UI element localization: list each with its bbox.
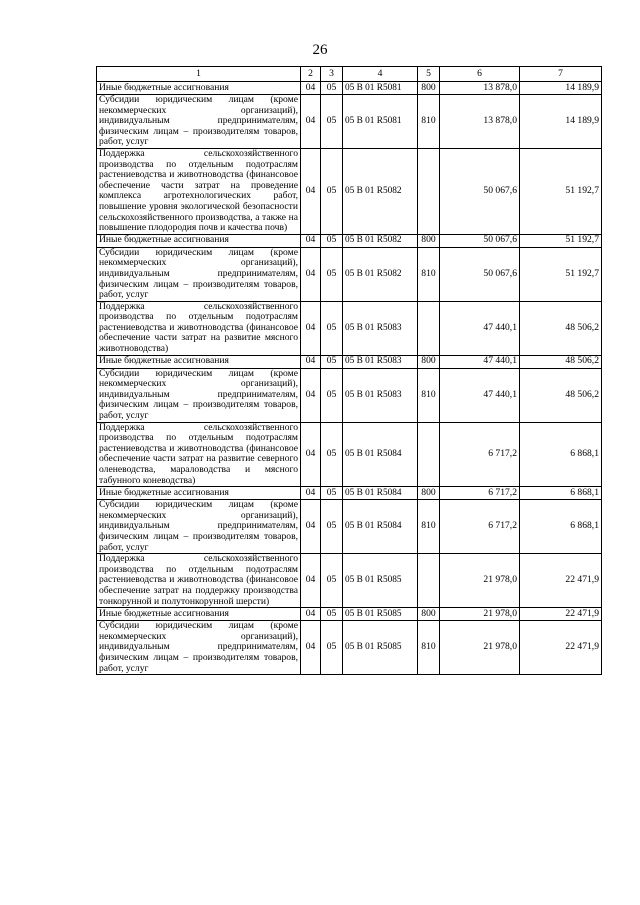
amount-year-1: 50 067,6 [440, 234, 520, 247]
target-article-code: 05 В 01 R5084 [343, 487, 418, 500]
target-article-code: 05 В 01 R5083 [343, 368, 418, 422]
column-header-2: 2 [301, 67, 321, 82]
amount-year-2: 22 471,9 [520, 621, 602, 675]
row-name: Поддержка сельскохозяйственного производства по отдельным подотраслям растениеводства и животноводства (финансовое обеспечение части затрат на развитие северного оленеводства, мараловодства и мясного табунного коневодства) [97, 422, 301, 487]
amount-year-1: 21 978,0 [440, 554, 520, 608]
amount-year-2: 48 506,2 [520, 355, 602, 368]
expense-type-code: 810 [418, 500, 440, 554]
target-article-code: 05 В 01 R5081 [343, 82, 418, 95]
amount-year-1: 47 440,1 [440, 301, 520, 355]
amount-year-1: 47 440,1 [440, 368, 520, 422]
amount-year-2: 48 506,2 [520, 368, 602, 422]
expense-type-code: 800 [418, 487, 440, 500]
expense-type-code: 810 [418, 95, 440, 149]
row-name: Субсидии юридическим лицам (кроме некоммерческих организаций), индивидуальным предпринимателям, физическим лицам – производителям товаров, работ, услуг [97, 247, 301, 301]
expense-type-code: 800 [418, 355, 440, 368]
amount-year-2: 14 189,9 [520, 82, 602, 95]
row-name: Иные бюджетные ассигнования [97, 82, 301, 95]
table-row [97, 368, 602, 422]
row-name: Субсидии юридическим лицам (кроме некоммерческих организаций), индивидуальным предпринимателям, физическим лицам – производителям товаров, работ, услуг [97, 95, 301, 149]
column-header-7: 7 [520, 67, 602, 82]
amount-year-1: 13 878,0 [440, 95, 520, 149]
amount-year-1: 50 067,6 [440, 247, 520, 301]
subsection-code: 05 [321, 608, 343, 621]
row-name: Поддержка сельскохозяйственного производства по отдельным подотраслям растениеводства и животноводства (финансовое обеспечение затрат на поддержку производства тонкорунной и полутонкорунной шерсти) [97, 554, 301, 608]
subsection-code: 05 [321, 355, 343, 368]
table-row [97, 608, 602, 621]
table-row [97, 422, 602, 487]
amount-year-1: 21 978,0 [440, 621, 520, 675]
column-header-4: 4 [343, 67, 418, 82]
expense-type-code [418, 422, 440, 487]
row-name: Субсидии юридическим лицам (кроме некоммерческих организаций), индивидуальным предпринимателям, физическим лицам – производителям товаров, работ, услуг [97, 368, 301, 422]
section-code: 04 [301, 82, 321, 95]
target-article-code: 05 В 01 R5082 [343, 247, 418, 301]
subsection-code: 05 [321, 95, 343, 149]
subsection-code: 05 [321, 487, 343, 500]
amount-year-2: 48 506,2 [520, 301, 602, 355]
amount-year-1: 47 440,1 [440, 355, 520, 368]
row-name: Субсидии юридическим лицам (кроме некоммерческих организаций), индивидуальным предпринимателям, физическим лицам – производителям товаров, работ, услуг [97, 500, 301, 554]
subsection-code: 05 [321, 234, 343, 247]
budget-table [96, 66, 602, 675]
section-code: 04 [301, 247, 321, 301]
section-code: 04 [301, 368, 321, 422]
table-row [97, 355, 602, 368]
row-name: Поддержка сельскохозяйственного производства по отдельным подотраслям растениеводства и животноводства (финансовое обеспечение части затрат на развитие мясного животноводства) [97, 301, 301, 355]
amount-year-1: 21 978,0 [440, 608, 520, 621]
subsection-code: 05 [321, 82, 343, 95]
table-row [97, 301, 602, 355]
section-code: 04 [301, 95, 321, 149]
section-code: 04 [301, 148, 321, 234]
column-header-3: 3 [321, 67, 343, 82]
amount-year-2: 6 868,1 [520, 422, 602, 487]
amount-year-2: 22 471,9 [520, 608, 602, 621]
amount-year-1: 6 717,2 [440, 500, 520, 554]
subsection-code: 05 [321, 422, 343, 487]
target-article-code: 05 В 01 R5084 [343, 422, 418, 487]
target-article-code: 05 В 01 R5082 [343, 234, 418, 247]
table-row [97, 554, 602, 608]
section-code: 04 [301, 487, 321, 500]
section-code: 04 [301, 422, 321, 487]
column-header-6: 6 [440, 67, 520, 82]
column-header-5: 5 [418, 67, 440, 82]
expense-type-code: 810 [418, 247, 440, 301]
table-row [97, 621, 602, 675]
table-row [97, 487, 602, 500]
subsection-code: 05 [321, 247, 343, 301]
row-name: Иные бюджетные ассигнования [97, 355, 301, 368]
expense-type-code: 800 [418, 82, 440, 95]
target-article-code: 05 В 01 R5084 [343, 500, 418, 554]
expense-type-code [418, 554, 440, 608]
table-row [97, 148, 602, 234]
subsection-code: 05 [321, 148, 343, 234]
amount-year-2: 6 868,1 [520, 500, 602, 554]
row-name: Иные бюджетные ассигнования [97, 608, 301, 621]
amount-year-2: 51 192,7 [520, 247, 602, 301]
row-name: Субсидии юридическим лицам (кроме некоммерческих организаций), индивидуальным предпринимателям, физическим лицам – производителям товаров, работ, услуг [97, 621, 301, 675]
amount-year-2: 6 868,1 [520, 487, 602, 500]
subsection-code: 05 [321, 368, 343, 422]
amount-year-1: 6 717,2 [440, 487, 520, 500]
row-name: Иные бюджетные ассигнования [97, 487, 301, 500]
amount-year-2: 51 192,7 [520, 234, 602, 247]
subsection-code: 05 [321, 621, 343, 675]
expense-type-code: 810 [418, 368, 440, 422]
expense-type-code: 800 [418, 234, 440, 247]
amount-year-2: 14 189,9 [520, 95, 602, 149]
amount-year-1: 13 878,0 [440, 82, 520, 95]
amount-year-2: 51 192,7 [520, 148, 602, 234]
target-article-code: 05 В 01 R5085 [343, 554, 418, 608]
row-name: Иные бюджетные ассигнования [97, 234, 301, 247]
section-code: 04 [301, 234, 321, 247]
section-code: 04 [301, 301, 321, 355]
section-code: 04 [301, 355, 321, 368]
amount-year-1: 6 717,2 [440, 422, 520, 487]
section-code: 04 [301, 621, 321, 675]
amount-year-1: 50 067,6 [440, 148, 520, 234]
expense-type-code [418, 148, 440, 234]
section-code: 04 [301, 500, 321, 554]
target-article-code: 05 В 01 R5083 [343, 355, 418, 368]
row-name: Поддержка сельскохозяйственного производства по отдельным подотраслям растениеводства и животноводства (финансовое обеспечение части затрат на проведение комплекса агротехнологических работ, повышение уровня экологической безопасности сельскохозяйственного производства, а также на повышение плодородия почв и качества почв) [97, 148, 301, 234]
section-code: 04 [301, 554, 321, 608]
expense-type-code [418, 301, 440, 355]
amount-year-2: 22 471,9 [520, 554, 602, 608]
page-number: 26 [312, 42, 328, 58]
subsection-code: 05 [321, 301, 343, 355]
column-header-1: 1 [97, 67, 301, 82]
subsection-code: 05 [321, 554, 343, 608]
expense-type-code: 810 [418, 621, 440, 675]
section-code: 04 [301, 608, 321, 621]
target-article-code: 05 В 01 R5082 [343, 148, 418, 234]
header-row [97, 67, 602, 82]
table-row [97, 95, 602, 149]
table-row [97, 234, 602, 247]
target-article-code: 05 В 01 R5085 [343, 608, 418, 621]
target-article-code: 05 В 01 R5085 [343, 621, 418, 675]
table-row [97, 247, 602, 301]
table-row [97, 500, 602, 554]
subsection-code: 05 [321, 500, 343, 554]
expense-type-code: 800 [418, 608, 440, 621]
table-body [97, 82, 602, 675]
table-row [97, 82, 602, 95]
target-article-code: 05 В 01 R5083 [343, 301, 418, 355]
target-article-code: 05 В 01 R5081 [343, 95, 418, 149]
